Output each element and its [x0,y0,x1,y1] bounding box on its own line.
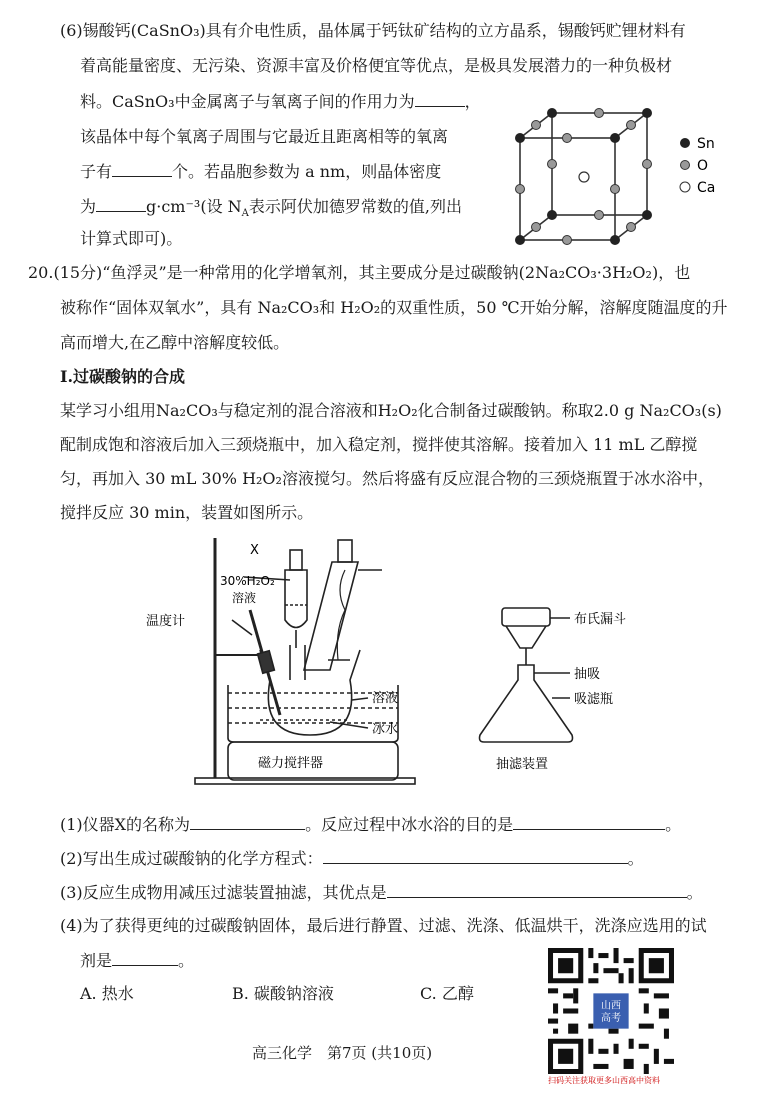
o-atom [563,236,572,245]
q19-6-line3: 料。CaSnO₃中金属离子与氧离子间的作用力为 ， [80,92,481,111]
sn-atom [610,133,620,143]
crystal-cell-diagram [510,105,750,250]
question-3: (3)反应生成物用减压过滤装置抽滤，其优点是 。 [60,883,703,902]
q20-para-line1: 某学习小组用Na₂CO₃与稳定剂的混合溶液和H₂O₂化合制备过碳酸钠。称取2.0 g Na₂CO₃(s) [60,401,722,420]
buchner-funnel [502,608,550,626]
o-atom [532,223,541,232]
answer-blank[interactable] [513,813,665,830]
label-ice-water: 冰水 [372,722,399,737]
stand-base [195,778,415,784]
qr-logo-text2: 高考 [600,1013,622,1025]
label-flask: 吸滤瓶 [574,692,614,707]
answer-blank[interactable] [96,195,146,212]
answer-blank[interactable] [112,949,178,966]
q20-line2: 被称作“固体双氧水”，具有 Na₂CO₃和 H₂O₂的双重性质，50 ℃开始分解，溶解度随温度的升 [60,298,728,317]
label-h2o2-2: 溶液 [232,591,257,605]
sn-atom [515,133,525,143]
o-atom [516,185,525,194]
label-suction: 抽吸 [574,667,601,682]
sn-atom [515,235,525,245]
q20-para-line2: 配制成饱和溶液后加入三颈烧瓶中，加入稳定剂，搅拌使其溶解。接着加入 11 mL 乙醇搅 [60,435,698,454]
condenser [304,562,358,670]
answer-blank[interactable] [387,881,687,898]
q20-line3: 高而增大,在乙醇中溶解度较低。 [60,333,290,352]
o-atom [611,185,620,194]
funnel-stopper [290,550,302,570]
o-atom [627,223,636,232]
o-atom [627,121,636,130]
legend-sn: Sn [697,136,715,152]
q20-line1: 20.(15分)“鱼浮灵”是一种常用的化学增氧剂，其主要成分是过碳酸钠(2Na₂CO₃·3H₂O₂)，也 [28,263,691,282]
o-atom [595,109,604,118]
sn-atom [642,108,652,118]
legend-ca: Ca [697,180,716,196]
question-2: (2)写出生成过碳酸钠的化学方程式： 。 [60,849,644,868]
apparatus-diagram [140,530,640,795]
o-atom [595,211,604,220]
sn-atom [547,108,557,118]
option-b[interactable]: B. 碳酸钠溶液 [232,984,334,1003]
section-heading: Ⅰ.过碳酸钠的合成 [60,367,186,386]
legend-o-icon [681,161,690,170]
qr-caption: 扫码关注获取更多山西高中资料 [548,1076,660,1085]
q19-6-line5: 子有 个。若晶胞参数为 a nm，则晶体密度 [80,162,442,181]
page-footer: 高三化学 第7页 (共10页) [252,1044,433,1062]
question-4-cont: 剂是 。 [80,951,195,970]
legend-o: O [697,158,709,174]
o-atom [548,160,557,169]
label-filter-caption: 抽滤装置 [496,757,549,772]
label-thermometer: 温度计 [146,614,186,629]
label-h2o2-1: 30%H₂O₂ [220,574,275,588]
answer-blank[interactable] [415,90,465,107]
q19-6-line1: (6)锡酸钙(CaSnO₃)具有介电性质，晶体属于钙钛矿结构的立方晶系，锡酸钙贮锂材料有 [60,21,686,40]
condenser-stopper [338,540,352,562]
label-stirrer: 磁力搅拌器 [258,756,324,771]
qr-code[interactable] [548,948,674,1074]
o-atom [643,160,652,169]
question-4: (4)为了获得更纯的过碳酸钠固体，最后进行静置、过滤、洗涤、低温烘干，洗涤应选用的试 [60,916,707,935]
dropping-funnel-x [285,570,307,628]
q19-6-line4: 该晶体中每个氧离子周围与它最近且距离相等的氧离 [80,127,449,146]
label-solution: 溶液 [372,691,399,706]
sn-atom [547,210,557,220]
o-atom [563,134,572,143]
q19-6-line2: 着高能量密度、无污染、资源丰富及价格便宜等优点，是极具发展潜力的一种负极材 [80,56,673,75]
answer-blank[interactable] [190,813,305,830]
option-c[interactable]: C. 乙醇 [420,984,474,1003]
suction-flask [480,665,573,742]
answer-blank[interactable] [323,847,628,864]
sn-atom [642,210,652,220]
label-buchner: 布氏漏斗 [574,612,627,627]
legend-ca-icon [680,182,690,192]
qr-logo-text1: 山西 [600,1000,622,1012]
question-1: (1)仪器X的名称为 。反应过程中冰水浴的目的是 。 [60,815,682,834]
q19-6-line6: 为 g·cm⁻³(设 $N_A$表示阿伏加德罗常数的值,列出 [80,197,462,220]
sn-atom [610,235,620,245]
option-a[interactable]: A. 热水 [80,984,134,1003]
label-x: X [250,543,259,558]
q20-para-line4: 搅拌反应 30 min，装置如图所示。 [60,503,314,522]
legend-sn-icon [680,138,690,148]
answer-blank[interactable] [112,160,172,177]
ca-atom [579,172,589,182]
o-atom [532,121,541,130]
q20-para-line3: 匀，再加入 30 mL 30% H₂O₂溶液搅匀。然后将盛有反应混合物的三颈烧瓶置于冰水浴中， [60,469,714,488]
q19-6-line7: 计算式即可)。 [80,229,183,248]
